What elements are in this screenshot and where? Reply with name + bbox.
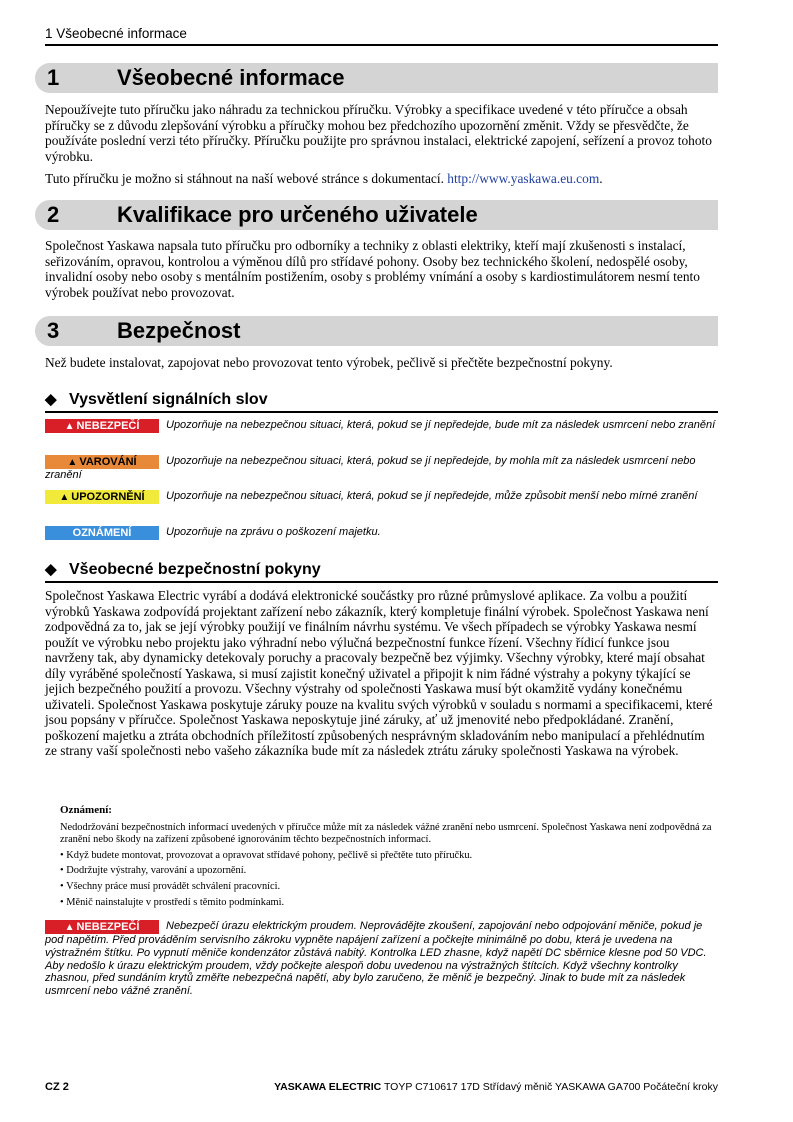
diamond-icon: ◆ xyxy=(45,391,57,408)
section-number: 2 xyxy=(47,202,60,227)
notice-bullet-text: Dodržujte výstrahy, varování a upozornění. xyxy=(66,865,247,877)
section-heading-1 xyxy=(35,63,718,93)
general-safety-heading xyxy=(45,560,718,579)
danger-description: Upozorňuje na nebezpečnou situaci, která, pokud se jí nepředejde, bude mít za následek usmrcení nebo zranění xyxy=(166,419,716,431)
notice-title: Oznámení: xyxy=(60,804,112,816)
signal-row-notice xyxy=(45,526,718,540)
signal-words-title: Vysvětlení signálních slov xyxy=(69,391,268,408)
notice-bullet: • Měnič nainstalujte v prostředí s těmito podmínkami. xyxy=(60,896,285,908)
notice-block xyxy=(60,804,718,909)
general-safety-rule xyxy=(45,581,718,583)
caution-badge xyxy=(45,490,159,504)
signal-row-warning xyxy=(45,455,718,482)
electric-shock-danger xyxy=(45,920,718,998)
danger-badge xyxy=(45,920,159,934)
header-rule xyxy=(45,44,718,46)
caution-description: Upozorňuje na nebezpečnou situaci, která, pokud se jí nepředejde, může způsobit menší nebo mírné zranění xyxy=(166,490,698,502)
footer-doc-title: TOYP C710617 17D Střídavý měnič YASKAWA GA700 Počáteční kroky xyxy=(381,1081,718,1093)
footer-doc-info xyxy=(274,1081,718,1093)
warning-description: Upozorňuje na nebezpečnou situaci, která, pokud se jí nepředejde, by mohla mít za následek usmrcení nebo zranění xyxy=(45,455,696,481)
footer-brand: YASKAWA ELECTRIC xyxy=(274,1081,382,1093)
qualification-paragraph: Společnost Yaskawa napsala tuto příručku pro odborníky a techniky z oblasti elektriky, kteří mají zkušenosti s instalací, seřizováním, opravou, kontrolou a výměnou dílů pro střídavé pohony. Osoby bez technického školení, nedospělé osoby, invalidní osoby nebo osoby s mentálním postižením, osoby s problémy vnímání a osoby s kardiostimulátorem nesmí tento výrobek používat nebo provozovat. xyxy=(45,238,700,300)
warning-triangle-icon: ▲ xyxy=(59,492,70,503)
diamond-icon: ◆ xyxy=(45,561,57,578)
download-end: . xyxy=(599,171,603,186)
notice-bullet: • Když budete montovat, provozovat a opravovat střídavé pohony, pečlivě si přečtěte tuto příručku. xyxy=(60,849,473,861)
section-heading-2 xyxy=(35,200,718,230)
danger-label: NEBEZPEČÍ xyxy=(76,921,140,933)
download-text: Tuto příručku je možno si stáhnout na naší webové stránce s dokumentací. xyxy=(45,171,448,186)
notice-description: Upozorňuje na zprávu o poškození majetku. xyxy=(166,526,381,538)
warning-triangle-icon: ▲ xyxy=(67,457,78,468)
caution-label: UPOZORNĚNÍ xyxy=(71,491,145,503)
warning-badge xyxy=(45,455,159,469)
notice-bullet: • Dodržujte výstrahy, varování a upozornění. xyxy=(60,865,247,877)
warning-triangle-icon: ▲ xyxy=(64,922,75,933)
warning-triangle-icon: ▲ xyxy=(64,421,75,432)
general-safety-title: Všeobecné bezpečnostní pokyny xyxy=(69,561,321,578)
warning-label: VAROVÁNÍ xyxy=(79,456,137,468)
notice-text: Nedodržování bezpečnostních informací uvedených v příručce může mít za následek vážné zranění nebo usmrcení. Společnost Yaskawa není zodpovědná za zranění nebo škody na zařízení způsobené ignorováním těchto bezpečnostních informací. xyxy=(60,821,712,846)
signal-row-caution xyxy=(45,490,718,504)
danger-badge xyxy=(45,419,159,433)
danger-label: NEBEZPEČÍ xyxy=(76,420,140,432)
section-number: 1 xyxy=(47,65,60,90)
download-paragraph xyxy=(45,171,718,187)
signal-row-danger xyxy=(45,419,718,433)
section-title: Bezpečnost xyxy=(117,318,241,343)
safety-intro: Než budete instalovat, zapojovat nebo provozovat tento výrobek, pečlivě si přečtěte bezpečnostní pokyny. xyxy=(45,355,613,370)
general-safety-paragraph: Společnost Yaskawa Electric vyrábí a dodává elektronické součástky pro různé průmyslové aplikace. Za volbu a použití výrobků Yaskawa zodpovídá projektant zařízení nebo zákazník, který kompletuje finální výrobek. Společnost Yaskawa není zodpovědná za to, jak se její výrobky použijí ve finálním návrhu systému. Ve všech případech se výrobky Yaskawa nesmí použít ve výrobku nebo projektu jako výhradní nebo výlučná bezpečnostní funkce řízení. Všechny řídicí funkce jsou navrženy tak, aby dynamicky detekovaly poruchy a pracovaly bezpečně bez výjimky. Všechny výrobky, které mají obsahat díly vyráběné společností Yaskawa, si musí zajistit konečný uživatel a připojit k nim řádné výstrahy a pokyny týkající se jejich bezpečného použití a provozu. Všechny výstrahy od společnosti Yaskawa musí být okamžitě vydány konečnému uživateli. Společnost Yaskawa poskytuje záruky pouze na kvalitu svých výrobků v souladu s normami a specifikacemi, které jsou popsány v příručce. Společnost Yaskawa neposkytuje jiné záruky, ať už jmenovité nebo předpokládané. Zranění, poškození majetku a ztráta obchodních příležitostí způsobených nesprávným skladováním nebo manipulací a přehlédnutím ze strany vaší společnosti nebo vašeho zákazníka bude mít za následek ztrátu záruky společnosti Yaskawa na výrobek. xyxy=(45,588,713,758)
website-link[interactable]: http://www.yaskawa.eu.com xyxy=(447,171,600,186)
page-number: CZ 2 xyxy=(45,1081,69,1093)
section-heading-3 xyxy=(35,316,718,346)
signal-words-heading xyxy=(45,390,718,409)
notice-bullet-text: Všechny práce musí provádět schválení pracovníci. xyxy=(66,880,281,892)
section-number: 3 xyxy=(47,318,60,343)
signal-words-rule xyxy=(45,411,718,413)
notice-bullet-text: Když budete montovat, provozovat a opravovat střídavé pohony, pečlivě si přečtěte tuto příručku. xyxy=(66,849,473,861)
running-header: 1 Všeobecné informace xyxy=(45,26,187,41)
general-info-paragraph: Nepoužívejte tuto příručku jako náhradu za technickou příručku. Výrobky a specifikace uvedené v této příručce a obsah příručky se z důvodu zlepšování výrobku a příručky mohou bez předchozího upozornění změnit. Vždy se přesvědčte, že používáte poslední verzi této příručky. Příručku použijte pro správnou instalaci, elektrické zapojení, seřízení a provoz tohoto výrobku. xyxy=(45,102,712,164)
electric-shock-text: Nebezpečí úrazu elektrickým proudem. Neprovádějte zkoušení, zapojování nebo odpojování měniče, pokud je pod napětím. Před prováděním servisního zákroku vypněte napájení zařízení a počkejte minimálně po dobu, která je uvedena na výstražném štítku. Po vypnutí měniče kondenzátor zůstává nabitý. Kontrolka LED zhasne, když napětí DC sběrnice klesne pod 50 VDC. Aby nedošlo k úrazu elektrickým proudem, vždy počkejte alespoň dobu uvedenou na výstražných štítcích. Když všechny kontrolky zhasnou, před sundáním krytů změřte nebezpečná napětí, aby bylo zaručeno, že měnič je bezpečný. Jinak to bude mít za následek usmrcení nebo vážné zranění. xyxy=(45,920,707,998)
notice-badge: OZNÁMENÍ xyxy=(45,526,159,540)
section-title: Kvalifikace pro určeného uživatele xyxy=(117,202,478,227)
notice-bullet-text: Měnič nainstalujte v prostředí s těmito podmínkami. xyxy=(66,896,285,908)
notice-bullet: • Všechny práce musí provádět schválení pracovníci. xyxy=(60,880,281,892)
section-title: Všeobecné informace xyxy=(117,65,345,90)
